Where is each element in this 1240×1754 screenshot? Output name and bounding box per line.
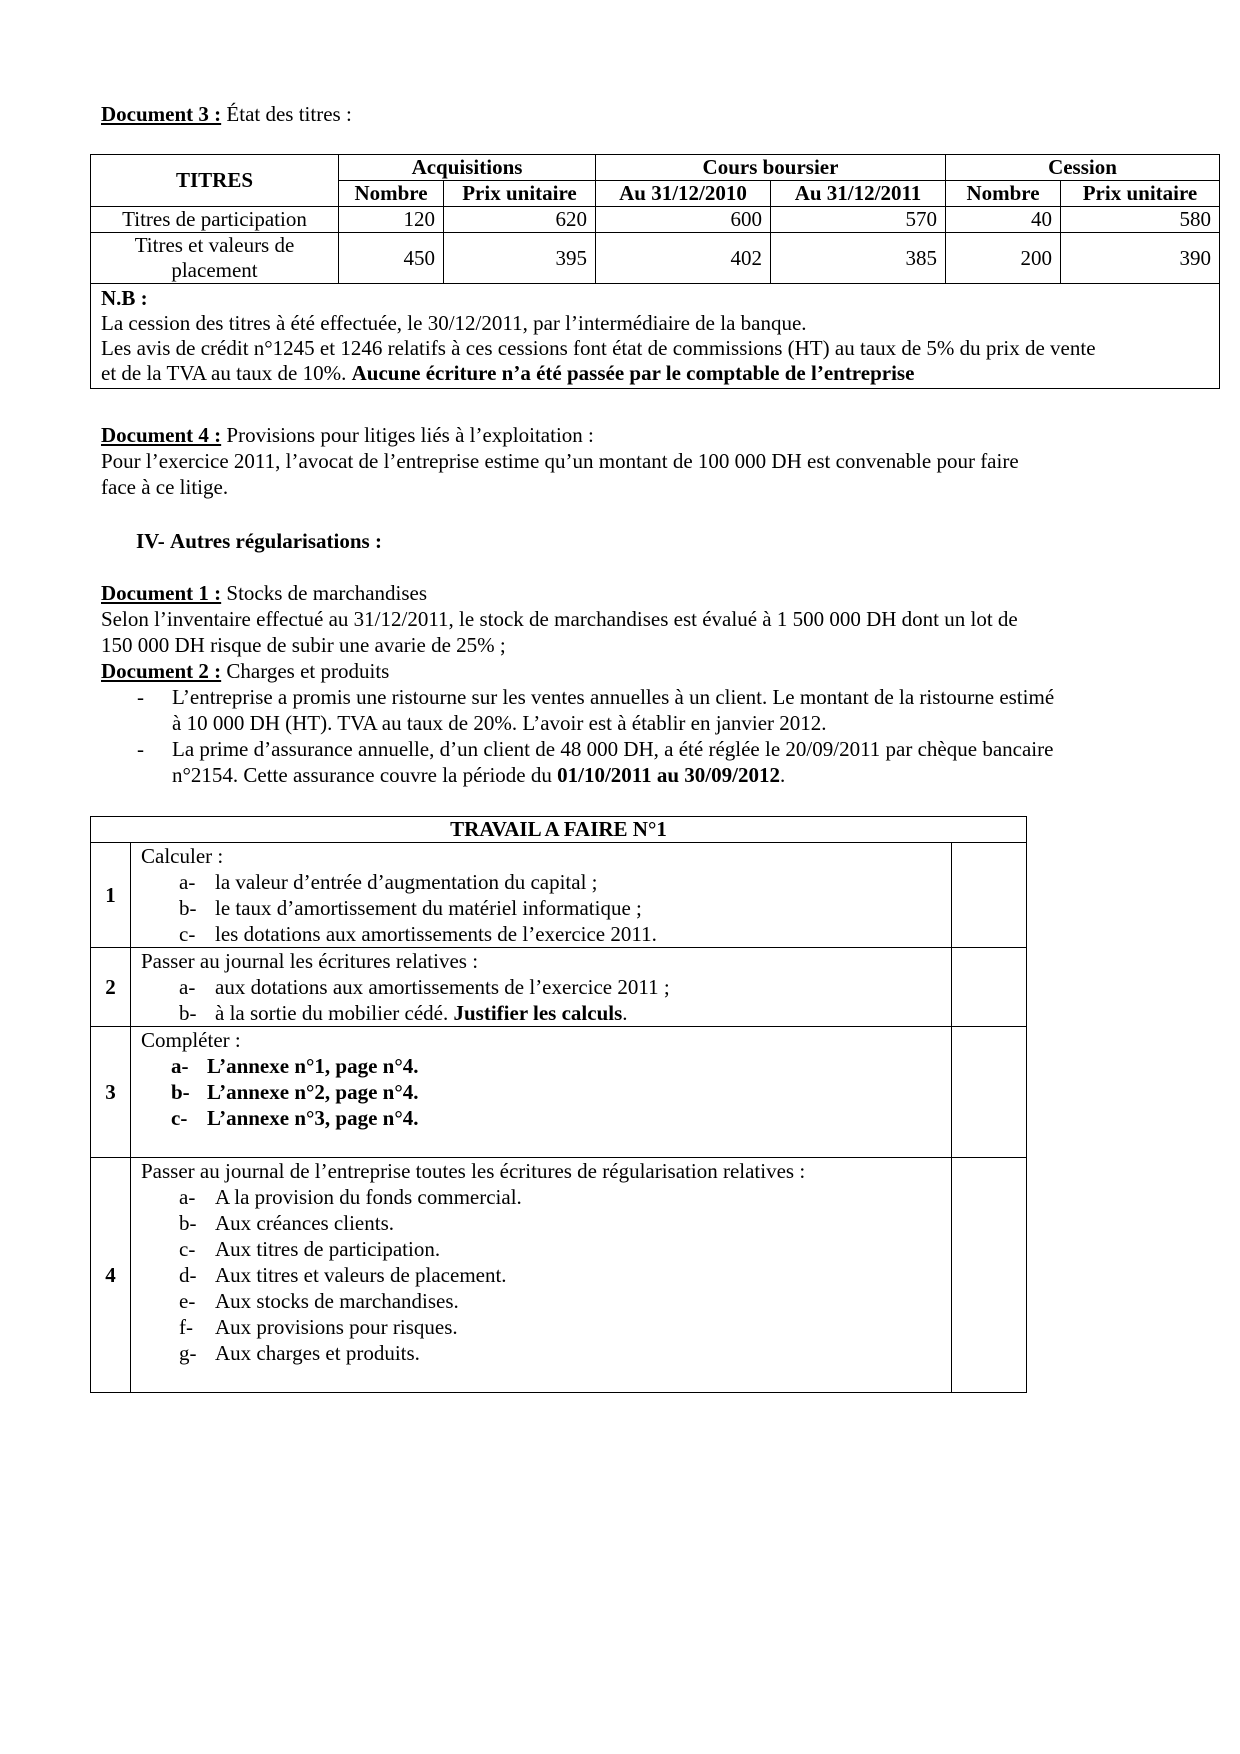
row-intro: Passer au journal de l’entreprise toutes les écritures de régularisation relatives : — [141, 1159, 806, 1183]
doc4-title: Provisions pour litiges liés à l’exploitation : — [221, 423, 594, 447]
item-text: le taux d’amortissement du matériel informatique ; — [215, 896, 642, 920]
sub-cours-2010: Au 31/12/2010 — [596, 181, 771, 207]
item-letter: a- — [179, 975, 196, 999]
nb-line: Les avis de crédit n°1245 et 1246 relatifs à ces cessions font état de commissions (HT) au taux de 5% du prix de vente — [101, 336, 1096, 360]
item-letter: a- — [179, 870, 196, 894]
list-item — [90, 684, 1170, 736]
item-letter: c- — [179, 922, 196, 946]
doc4-line: face à ce litige. — [101, 475, 229, 499]
titres-table — [90, 154, 1220, 389]
autres-doc1-block — [101, 580, 1018, 684]
item-text: L’annexe n°3, page n°4. — [207, 1106, 419, 1130]
sub-nombre-acq: Nombre — [339, 181, 444, 207]
item-letter: c- — [171, 1106, 188, 1130]
row-name: Titres de participation — [91, 207, 339, 233]
item-text: la valeur d’entrée d’augmentation du capital ; — [215, 870, 598, 894]
sub-prix-acq: Prix unitaire — [444, 181, 596, 207]
nb-label: N.B : — [101, 286, 148, 310]
item-letter: a- — [171, 1054, 189, 1078]
item-text: Aux titres et valeurs de placement. — [215, 1263, 507, 1287]
empty-cell — [952, 1027, 1027, 1158]
doc3-label: Document 3 : — [101, 102, 222, 126]
nb-line: La cession des titres à été effectuée, le 30/12/2011, par l’intermédiaire de la banque. — [101, 311, 807, 335]
bullet-line — [138, 762, 1170, 788]
cell: 40 — [946, 207, 1061, 233]
list-item — [90, 736, 1170, 788]
item-text: Aux charges et produits. — [215, 1341, 420, 1365]
row-content — [131, 843, 952, 948]
list-item — [141, 1184, 941, 1210]
empty-cell — [952, 1158, 1027, 1393]
list-item — [141, 1262, 941, 1288]
group-cession: Cession — [946, 155, 1220, 181]
list-item — [141, 1105, 941, 1131]
list-item — [141, 1288, 941, 1314]
item-text: aux dotations aux amortissements de l’exercice 2011 ; — [215, 975, 670, 999]
cell: 395 — [444, 233, 596, 284]
cell: 620 — [444, 207, 596, 233]
item-text: à la sortie du mobilier cédé. — [215, 1001, 454, 1025]
doc4-label: Document 4 : — [101, 423, 222, 447]
list-item — [141, 895, 941, 921]
item-text: L’annexe n°2, page n°4. — [207, 1080, 419, 1104]
item-text: Aux provisions pour risques. — [215, 1315, 458, 1339]
item-letter: b- — [179, 1211, 197, 1235]
list-item — [141, 974, 941, 1000]
nb-note — [91, 284, 1220, 389]
item-letter: e- — [179, 1289, 196, 1313]
autres-doc2-label: Document 2 : — [101, 659, 222, 683]
nb-line3-bold: Aucune écriture n’a été passée par le comptable de l’entreprise — [351, 361, 915, 385]
item-letter: c- — [179, 1237, 196, 1261]
item-letter: b- — [179, 1001, 197, 1025]
item-letter: b- — [171, 1080, 190, 1104]
table-row — [91, 1158, 1027, 1393]
autres-doc2-title: Charges et produits — [221, 659, 390, 683]
cell: 200 — [946, 233, 1061, 284]
list-item — [141, 1340, 941, 1366]
item-text: Aux stocks de marchandises. — [215, 1289, 459, 1313]
autres-doc1-label: Document 1 : — [101, 581, 222, 605]
row-number: 4 — [91, 1158, 131, 1393]
doc3-title: État des titres : — [221, 102, 352, 126]
row-number: 2 — [91, 948, 131, 1027]
row-intro: Compléter : — [141, 1028, 241, 1052]
item-letter: g- — [179, 1341, 197, 1365]
table-row — [91, 207, 1220, 233]
row-name — [91, 233, 339, 284]
item-text: Aux titres de participation. — [215, 1237, 441, 1261]
doc4-line: Pour l’exercice 2011, l’avocat de l’entreprise estime qu’un montant de 100 000 DH est convenable pour faire — [101, 449, 1019, 473]
group-cours-boursier: Cours boursier — [596, 155, 946, 181]
list-item — [141, 921, 941, 947]
nb-line — [101, 361, 1209, 386]
empty-cell — [952, 843, 1027, 948]
sub-nombre-cession: Nombre — [946, 181, 1061, 207]
autres-doc2-bullets — [90, 684, 1170, 788]
item-letter: d- — [179, 1263, 197, 1287]
cell: 120 — [339, 207, 444, 233]
autres-doc1-line: 150 000 DH risque de subir une avarie de 25% ; — [101, 633, 506, 657]
cell: 600 — [596, 207, 771, 233]
dash-bullet-icon: - — [137, 685, 144, 709]
row-number: 1 — [91, 843, 131, 948]
row-intro: Calculer : — [141, 844, 224, 868]
bullet-line: La prime d’assurance annuelle, d’un client de 48 000 DH, a été réglée le 20/09/2011 par chèque bancaire — [172, 737, 1054, 761]
autres-doc1-title: Stocks de marchandises — [221, 581, 428, 605]
table-row — [91, 843, 1027, 948]
row-content — [131, 1158, 952, 1393]
travail-table — [90, 816, 1027, 1393]
sub-cours-2011: Au 31/12/2011 — [771, 181, 946, 207]
list-item — [141, 1079, 941, 1105]
bullet-end: . — [779, 763, 786, 787]
bullet-bold: 01/10/2011 au 30/09/2012 — [557, 763, 780, 787]
cell: 390 — [1061, 233, 1220, 284]
item-text: les dotations aux amortissements de l’exercice 2011. — [215, 922, 657, 946]
item-letter: f- — [179, 1315, 193, 1339]
row-content — [131, 948, 952, 1027]
cell: 385 — [771, 233, 946, 284]
doc3-heading — [101, 101, 352, 127]
list-item — [141, 1000, 941, 1026]
nb-line3-text: et de la TVA au taux de 10%. — [101, 361, 352, 385]
list-item — [141, 1314, 941, 1340]
item-letter: a- — [179, 1185, 196, 1209]
table-row — [91, 1027, 1027, 1158]
row-intro: Passer au journal les écritures relatives : — [141, 949, 479, 973]
list-item — [141, 1210, 941, 1236]
section-title: IV- Autres régularisations : — [136, 529, 382, 553]
table-row — [91, 948, 1027, 1027]
cell: 450 — [339, 233, 444, 284]
empty-cell — [952, 948, 1027, 1027]
travail-title: TRAVAIL A FAIRE N°1 — [91, 817, 1027, 843]
bullet-text: n°2154. Cette assurance couvre la période du — [172, 763, 558, 787]
row-name-line2: placement — [171, 258, 258, 282]
cell: 570 — [771, 207, 946, 233]
row-number: 3 — [91, 1027, 131, 1158]
bullet-line: à 10 000 DH (HT). TVA au taux de 20%. L’avoir est à établir en janvier 2012. — [172, 711, 827, 735]
row-name-line1: Titres et valeurs de — [134, 233, 295, 257]
list-item — [141, 1053, 941, 1079]
table-row — [91, 233, 1220, 284]
col-titres: TITRES — [91, 155, 339, 207]
doc4-block — [101, 422, 1019, 500]
list-item — [141, 869, 941, 895]
item-bold: Justifier les calculs — [453, 1001, 623, 1025]
item-letter: b- — [179, 896, 197, 920]
item-text: L’annexe n°1, page n°4. — [207, 1054, 419, 1078]
cell: 402 — [596, 233, 771, 284]
group-acquisitions: Acquisitions — [339, 155, 596, 181]
row-content — [131, 1027, 952, 1158]
autres-doc1-line: Selon l’inventaire effectué au 31/12/2011, le stock de marchandises est évalué à 1 500 000 DH dont un lot de — [101, 607, 1018, 631]
item-text: A la provision du fonds commercial. — [215, 1185, 522, 1209]
bullet-line: L’entreprise a promis une ristourne sur les ventes annuelles à un client. Le montant de la ristourne estimé — [172, 685, 1055, 709]
list-item — [141, 1236, 941, 1262]
item-end: . — [622, 1001, 628, 1025]
cell: 580 — [1061, 207, 1220, 233]
sub-prix-cession: Prix unitaire — [1061, 181, 1220, 207]
dash-bullet-icon: - — [137, 737, 144, 761]
item-text: Aux créances clients. — [215, 1211, 395, 1235]
